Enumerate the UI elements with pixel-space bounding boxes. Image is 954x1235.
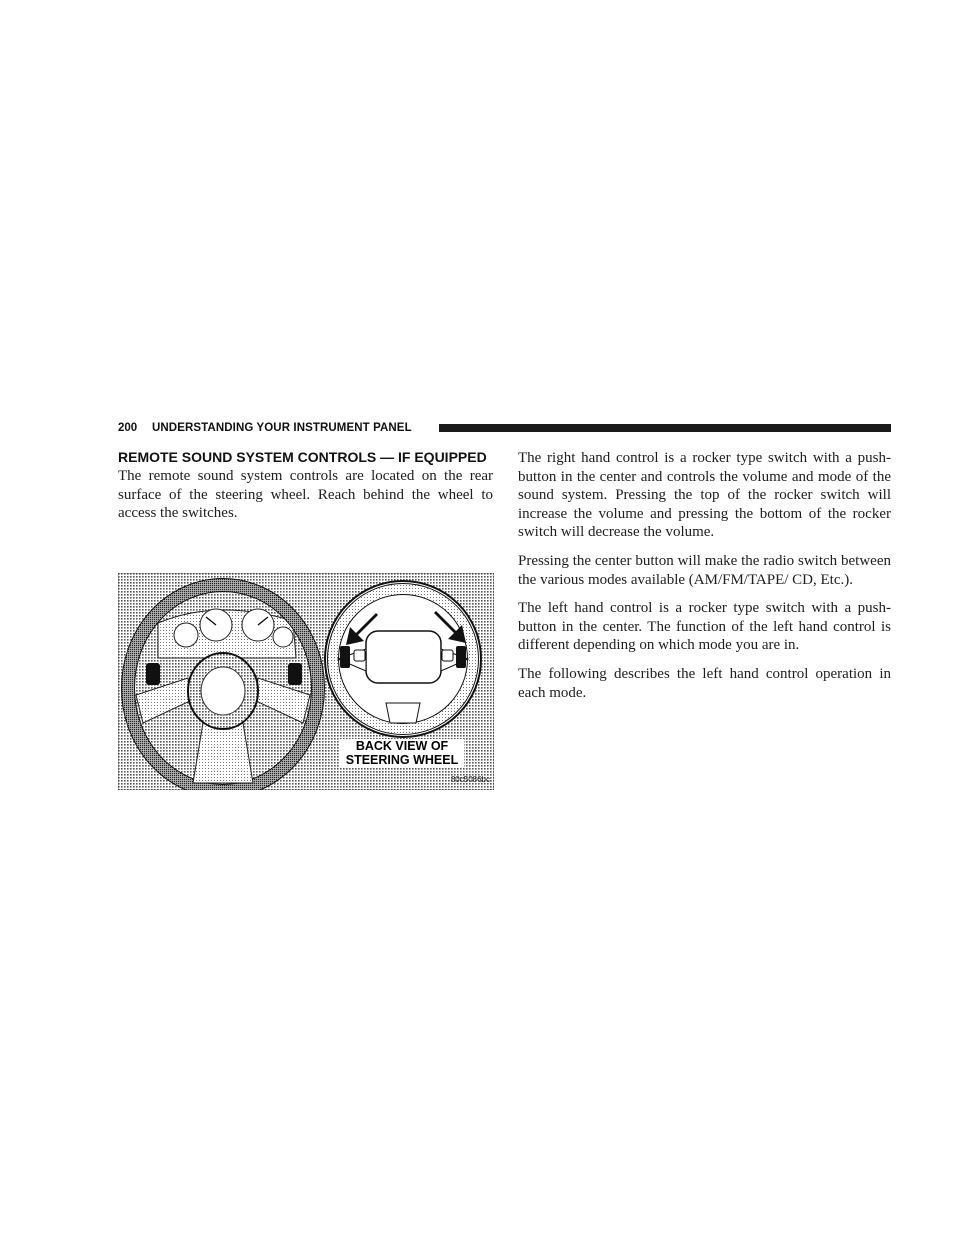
header-rule [439, 424, 891, 432]
right-control-paragraph: The right hand control is a rocker type switch with a push-button in the center and controls the volume and mode of the sound system. Pressing the top of the rocker switch will increase the volume and pressing the bottom of the rocker switch will decrease the volume. [518, 450, 891, 541]
left-column [118, 449, 493, 533]
running-header [118, 420, 891, 436]
center-button-paragraph: Pressing the center button will make the radio switch between the various modes available (AM/FM/TAPE/ CD, Etc.). [518, 552, 891, 588]
section-title: UNDERSTANDING YOUR INSTRUMENT PANEL [152, 422, 412, 434]
figure-caption [340, 739, 464, 767]
figure-caption-line-2: STEERING WHEEL [345, 753, 459, 767]
left-control-paragraph: The left hand control is a rocker type switch with a push-button in the center. The function of the left hand control is different depending on which mode you are in. [518, 600, 891, 654]
figure-code: 80c5086bc [450, 775, 490, 784]
figure-caption-line-1: BACK VIEW OF [355, 739, 449, 753]
right-column [518, 449, 891, 712]
section-heading: REMOTE SOUND SYSTEM CONTROLS — IF EQUIPPED [118, 449, 487, 465]
steering-wheel-figure [118, 573, 494, 790]
following-paragraph: The following describes the left hand control operation in each mode. [518, 665, 891, 701]
intro-paragraph: The remote sound system controls are located on the rear surface of the steering wheel. Reach behind the wheel to access the switches. [118, 468, 493, 522]
page-number: 200 [118, 422, 138, 434]
